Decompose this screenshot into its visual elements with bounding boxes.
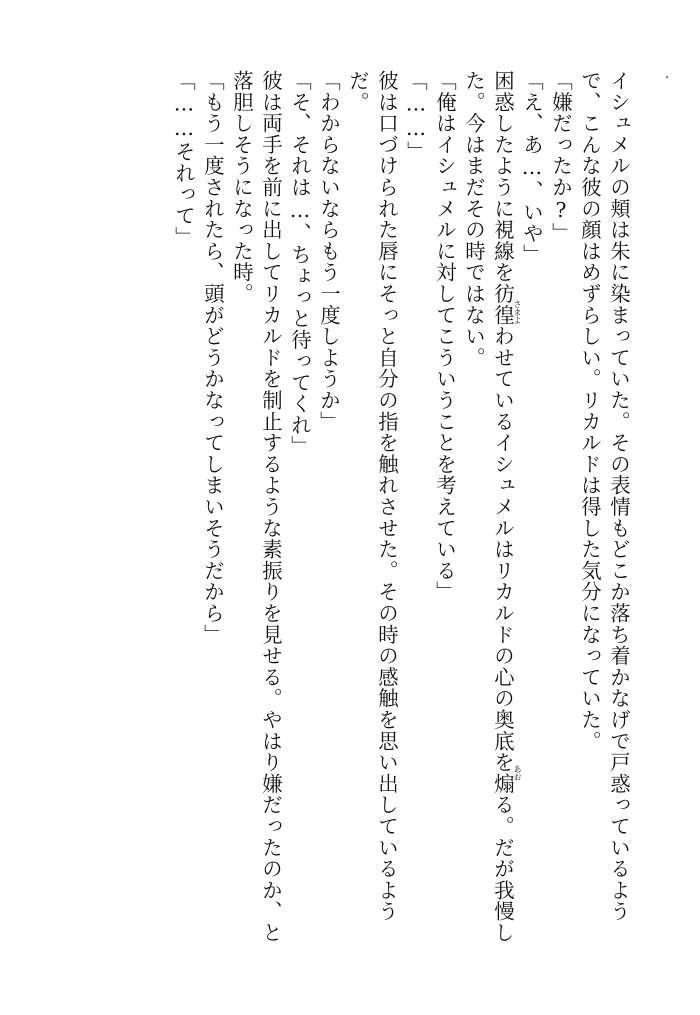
- text-line-9: 彼は口づけられた唇にそっと自分の指を触れさせた。その時の感触を思い出しているよう: [375, 70, 399, 922]
- text-line-6: た。今はまだその時ではない。: [462, 70, 486, 369]
- text-line-1: イシュメルの頬は朱に染まっていた。その表情もどこか落ち着かなげで戸惑っているよう: [607, 70, 631, 922]
- text-line-15: 「もう一度されたら、頭がどうかなってしまいそうだから」: [201, 70, 225, 646]
- text-line-12: 「そ、それは…、ちょっと待ってくれ」: [288, 70, 312, 457]
- ruby-aoru: あお: [513, 765, 522, 781]
- text-line-14: 落胆しそうになった時。: [230, 70, 254, 305]
- text-line-10: だ。: [346, 70, 370, 113]
- page-corner-mark: [666, 76, 668, 78]
- text-line-2: で、こんな彼の顔はめずらしい。リカルドは得した気分になっていた。: [578, 70, 602, 752]
- text-line-16: 「……それって」: [172, 70, 196, 248]
- text-line-3: 「嫌だったか?」: [549, 70, 573, 244]
- text-line-5: 困惑したように視線を彷徨わせているイシュメルはリカルドの心の奥底を煽る。だが我慢し: [491, 70, 515, 944]
- text-line-11: 「わからないならもう一度しようか」: [317, 70, 341, 433]
- ruby-samayo: さまよ: [513, 300, 522, 324]
- text-line-8: 「……」: [404, 70, 428, 163]
- text-line-4: 「え、あ…、いや」: [520, 70, 544, 266]
- text-line-13: 彼は両手を前に出してリカルドを制止するような素振りを見せる。やはり嫌だったのか、と: [259, 70, 283, 944]
- text-line-7: 「俺はイシュメルに対してこういうことを考えている」: [433, 70, 457, 603]
